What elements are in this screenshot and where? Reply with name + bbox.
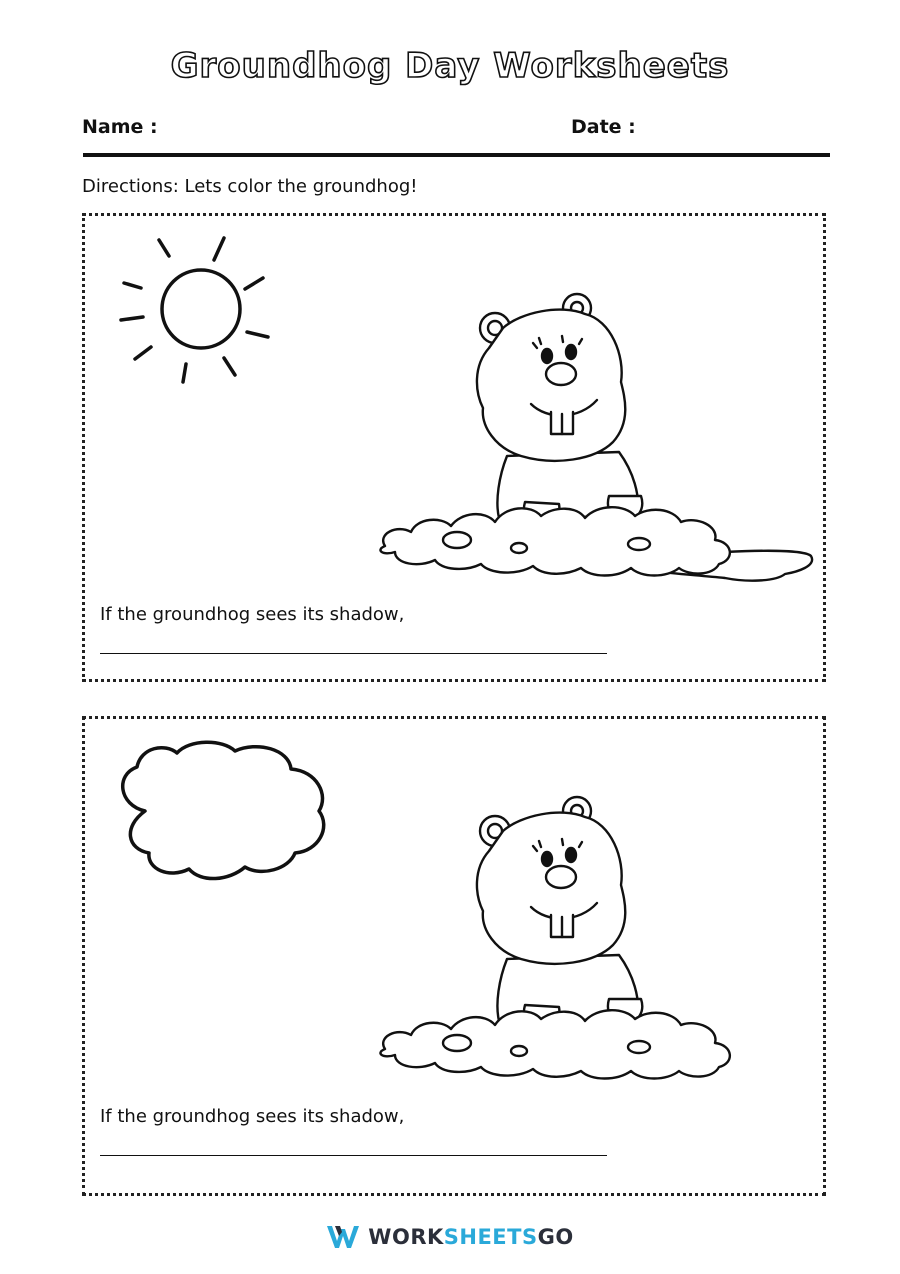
dirt-mound [380, 1010, 729, 1078]
answer-line[interactable] [100, 1155, 607, 1156]
groundhog-icon [380, 797, 729, 1079]
brand-sheets: SHEETS [443, 1225, 538, 1249]
date-label: Date : [571, 116, 636, 138]
header-divider [83, 153, 830, 157]
page-title: Groundhog Day Worksheets [170, 46, 730, 86]
brand-work: WORK [368, 1225, 444, 1249]
groundhog-icon [380, 294, 812, 581]
answer-line[interactable] [100, 653, 607, 654]
shadow-prompt: If the groundhog sees its shadow, [100, 604, 405, 625]
directions-text: Directions: Lets color the groundhog! [82, 176, 418, 197]
brand-wordmark [368, 1225, 573, 1249]
sun-icon [121, 238, 268, 382]
activity-panel-sunny [82, 213, 826, 682]
name-label: Name : [82, 116, 158, 138]
brand-go: GO [537, 1225, 574, 1249]
cloud-icon [123, 742, 324, 878]
shadow-prompt: If the groundhog sees its shadow, [100, 1106, 405, 1127]
worksheetsgo-logo-icon [326, 1224, 360, 1250]
footer-logo [0, 1220, 900, 1254]
panel-illustration [85, 719, 829, 1199]
dirt-mound [380, 507, 729, 575]
activity-panel-cloudy [82, 716, 826, 1196]
